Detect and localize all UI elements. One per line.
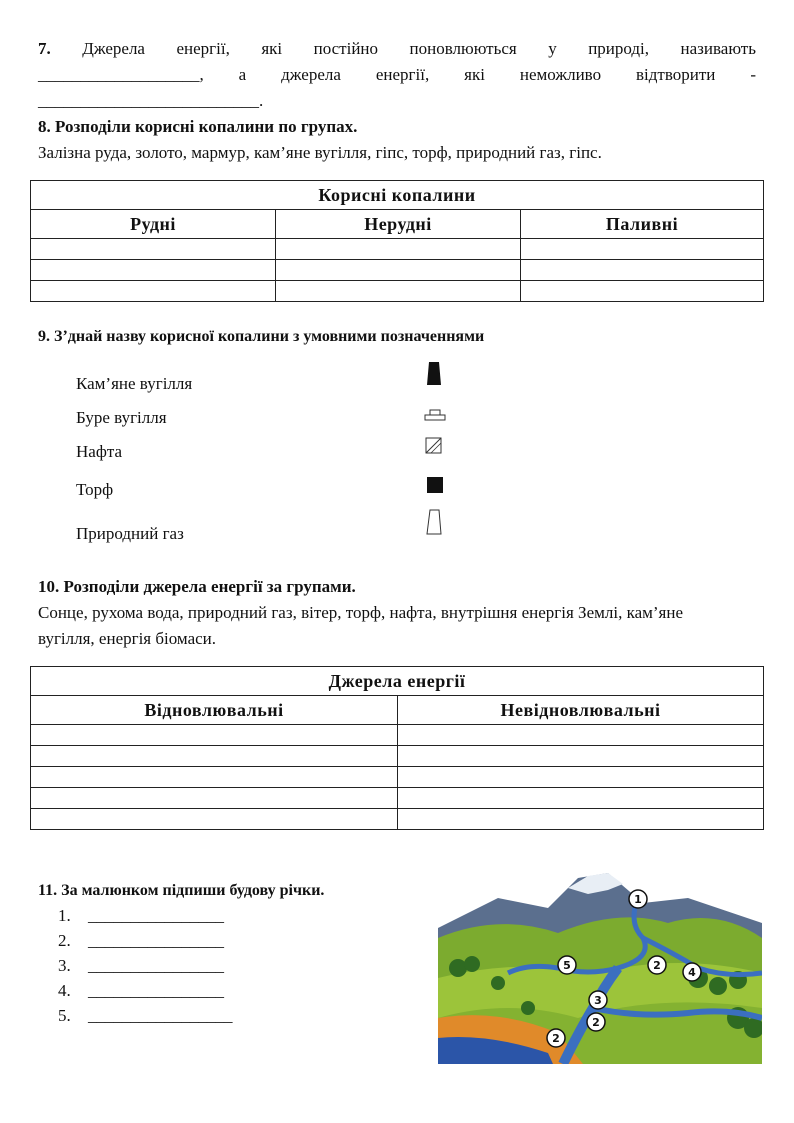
column-header: Нерудні [276, 210, 521, 239]
table-cell[interactable] [31, 281, 276, 302]
q11-title: 11. За малюнком підпиши будову річки. [38, 882, 325, 899]
legend-label: Кам’яне вугілля [76, 374, 193, 393]
list-item: 4. ________________ [58, 981, 233, 1006]
q10-list-line: Сонце, рухома вода, природний газ, вітер, торф, нафта, внутрішня енергія Землі, кам’яне [38, 603, 684, 622]
q7-word: джерела [281, 65, 341, 84]
table-cell[interactable] [521, 260, 764, 281]
table-cell[interactable] [31, 767, 398, 788]
column-header: Паливні [521, 210, 764, 239]
river-marker [547, 1029, 565, 1047]
svg-text:4: 4 [688, 966, 696, 979]
minerals-table-title: Корисні копалини [31, 181, 764, 210]
table-row [31, 260, 764, 281]
river-parts-list [58, 906, 233, 1031]
svg-text:2: 2 [592, 1016, 600, 1029]
q9-title: 9. З’днай назву корисної копалини з умовними позначеннями [38, 328, 485, 345]
q7-blank[interactable]: ___________________, [38, 65, 204, 84]
table-cell[interactable] [276, 281, 521, 302]
brick-outline-icon [424, 408, 448, 422]
q7-word: енергії, [375, 65, 430, 84]
table-cell[interactable] [31, 260, 276, 281]
diagonal-square-icon [424, 436, 444, 456]
q7-word: у [548, 39, 557, 58]
minerals-table [30, 180, 764, 302]
table-cell[interactable] [521, 281, 764, 302]
table-cell[interactable] [31, 809, 398, 830]
black-trapezoid-icon [424, 360, 444, 388]
list-item: 3. ________________ [58, 956, 233, 981]
river-marker [683, 963, 701, 981]
q7-word: відтворити [636, 65, 716, 84]
q7-word: Джерела [82, 39, 145, 58]
river-marker [589, 991, 607, 1009]
svg-text:3: 3 [594, 994, 602, 1007]
svg-text:2: 2 [552, 1032, 560, 1045]
table-cell[interactable] [31, 746, 398, 767]
q7-word: називають [680, 39, 756, 58]
q8-title: 8. Розподіли корисні копалини по групах. [38, 117, 358, 136]
q7-word: неможливо [519, 65, 602, 84]
table-row [31, 767, 764, 788]
table-cell[interactable] [276, 239, 521, 260]
legend-label: Буре вугілля [76, 408, 167, 427]
list-item: 1. ________________ [58, 906, 233, 931]
q7-word: - [750, 65, 756, 84]
q7-number: 7. [38, 39, 51, 58]
table-cell[interactable] [31, 239, 276, 260]
svg-text:5: 5 [563, 959, 571, 972]
q7-word: енергії, [176, 39, 230, 58]
river-marker [587, 1013, 605, 1031]
q7-line2 [38, 62, 756, 88]
legend-label: Нафта [76, 442, 123, 461]
energy-table-title: Джерела енергії [31, 667, 764, 696]
q7-word: постійно [313, 39, 379, 58]
legend-label: Торф [76, 480, 114, 499]
river-marker [558, 956, 576, 974]
answer-blank[interactable]: _________________ [88, 1006, 233, 1025]
river-marker [648, 956, 666, 974]
q7-word: природі, [588, 39, 650, 58]
table-cell[interactable] [398, 725, 764, 746]
table-cell[interactable] [31, 725, 398, 746]
q7-blank[interactable]: __________________________. [38, 91, 264, 110]
black-square-icon [424, 474, 446, 496]
table-cell[interactable] [398, 809, 764, 830]
answer-blank[interactable]: ________________ [88, 931, 224, 950]
q7-word: які [464, 65, 485, 84]
q10-title: 10. Розподіли джерела енергії за групами. [38, 577, 356, 596]
list-item: 5. _________________ [58, 1006, 233, 1031]
table-cell[interactable] [398, 767, 764, 788]
answer-blank[interactable]: ________________ [88, 906, 224, 925]
table-row [31, 809, 764, 830]
energy-table [30, 666, 764, 830]
q8-list: Залізна руда, золото, мармур, кам’яне вугілля, гіпс, торф, природний газ, гіпс. [38, 143, 602, 162]
q7-word: поновлюються [409, 39, 517, 58]
column-header: Невідновлювальні [398, 696, 764, 725]
table-row [31, 239, 764, 260]
table-cell[interactable] [31, 788, 398, 809]
table-row [31, 725, 764, 746]
table-cell[interactable] [398, 746, 764, 767]
table-cell[interactable] [276, 260, 521, 281]
table-row [31, 788, 764, 809]
column-header: Відновлювальні [31, 696, 398, 725]
list-item: 2. ________________ [58, 931, 233, 956]
q7-line1 [38, 36, 756, 62]
svg-text:2: 2 [653, 959, 661, 972]
table-row [31, 746, 764, 767]
q7-word: а [238, 65, 247, 84]
answer-blank[interactable]: ________________ [88, 956, 224, 975]
legend-label: Природний газ [76, 524, 184, 543]
table-row [31, 281, 764, 302]
river-illustration [438, 868, 762, 1064]
answer-blank[interactable]: ________________ [88, 981, 224, 1000]
table-cell[interactable] [521, 239, 764, 260]
q7-word: які [261, 39, 283, 58]
q10-list-line: вугілля, енергія біомаси. [38, 629, 217, 648]
outline-trapezoid-icon [424, 508, 444, 536]
river-marker [629, 890, 647, 908]
table-cell[interactable] [398, 788, 764, 809]
svg-text:1: 1 [634, 893, 642, 906]
column-header: Рудні [31, 210, 276, 239]
